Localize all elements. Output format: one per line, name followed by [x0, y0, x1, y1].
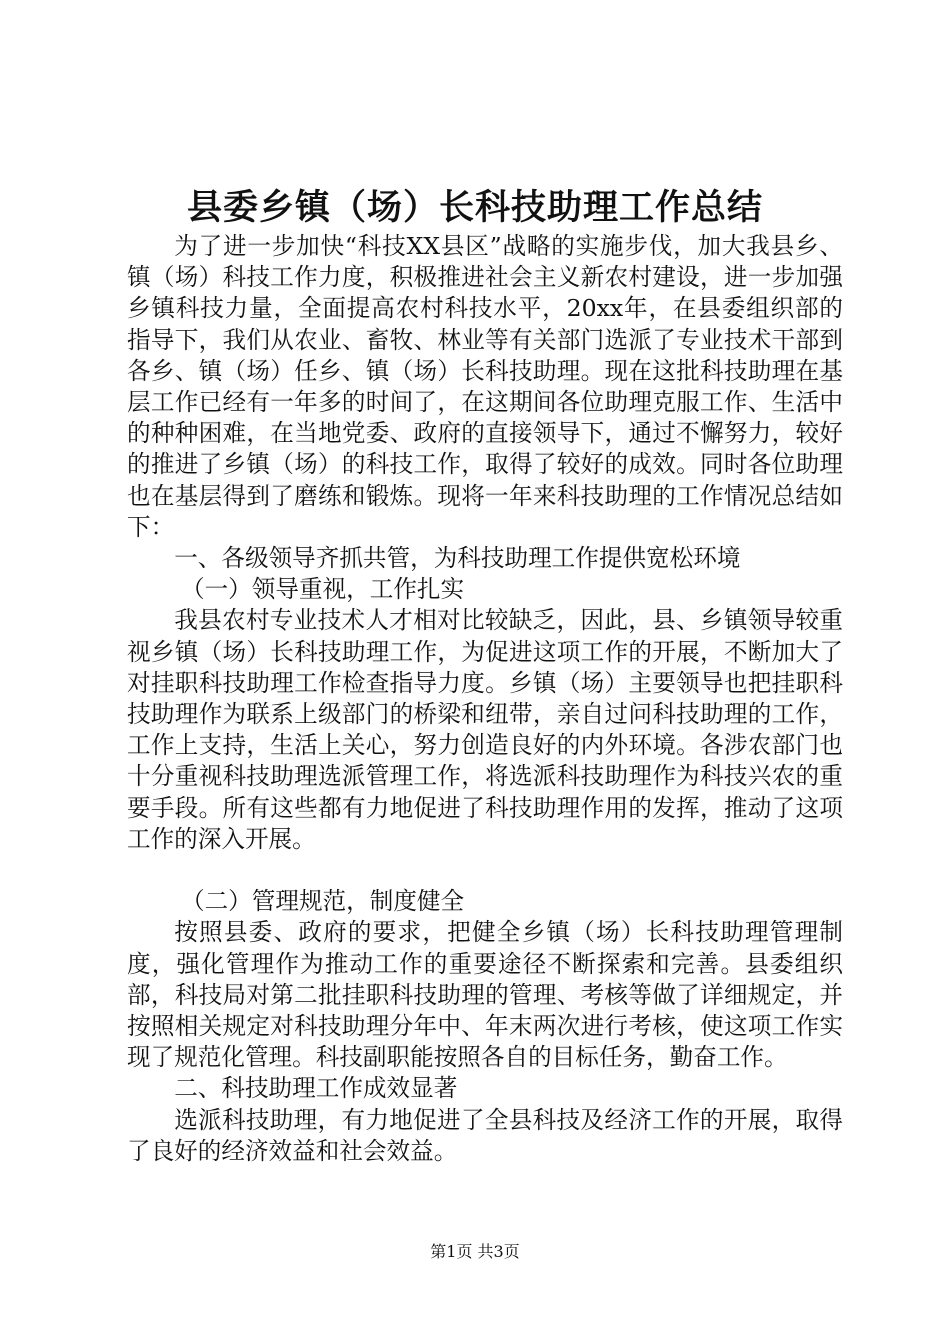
subsection-heading-1: （一）领导重视，工作扎实	[181, 575, 465, 604]
body-paragraph-2: 按照县委、政府的要求，把健全乡镇（场）长科技助理管理制度，强化管理作为推动工作的重要途径不断探索和完善。县委组织部，科技局对第二批挂职科技助理的管理、考核等做了详细规定，并按照相关规定对科技助理分年中、年末两次进行考核，使这项工作实现了规范化管理。科技副职能按照各自的目标任务，勤奋工作。	[127, 918, 843, 1072]
page-indicator: 第1页 共3页	[430, 1242, 520, 1261]
section-heading-2: 二、科技助理工作成效显著	[174, 1074, 458, 1103]
intro-paragraph: 为了进一步加快“科技XX县区”战略的实施步伐，加大我县乡、镇（场）科技工作力度，积极推进社会主义新农村建设，进一步加强乡镇科技力量，全面提高农村科技水平，20xx年，在县委组织部的指导下，我们从农业、畜牧、林业等有关部门选派了专业技术干部到各乡、镇（场）任乡、镇（场）长科技助理。现在这批科技助理在基层工作已经有一年多的时间了，在这期间各位助理克服工作、生活中的种种困难，在当地党委、政府的直接领导下，通过不懈努力，较好的推进了乡镇（场）的科技工作，取得了较好的成效。同时各位助理也在基层得到了磨练和锻炼。现将一年来科技助理的工作情况总结如下：	[127, 232, 843, 541]
paragraph-spacer	[127, 855, 843, 886]
body-paragraph-3: 选派科技助理，有力地促进了全县科技及经济工作的开展，取得了良好的经济效益和社会效益。	[127, 1105, 843, 1165]
document-title: 县委乡镇（场）长科技助理工作总结	[186, 187, 763, 228]
subsection-heading-2: （二）管理规范，制度健全	[181, 887, 465, 916]
body-paragraph-1: 我县农村专业技术人才相对比较缺乏，因此，县、乡镇领导较重视乡镇（场）长科技助理工作，为促进这项工作的开展，不断加大了对挂职科技助理工作检查指导力度。乡镇（场）主要领导也把挂职科技助理作为联系上级部门的桥梁和纽带，亲自过问科技助理的工作，工作上支持，生活上关心，努力创造良好的内外环境。各涉农部门也十分重视科技助理选派管理工作，将选派科技助理作为科技兴农的重要手段。所有这些都有力地促进了科技助理作用的发挥，推动了这项工作的深入开展。	[127, 606, 843, 853]
document-body	[127, 231, 843, 1167]
section-heading-1: 一、各级领导齐抓共管，为科技助理工作提供宽松环境	[174, 544, 741, 573]
